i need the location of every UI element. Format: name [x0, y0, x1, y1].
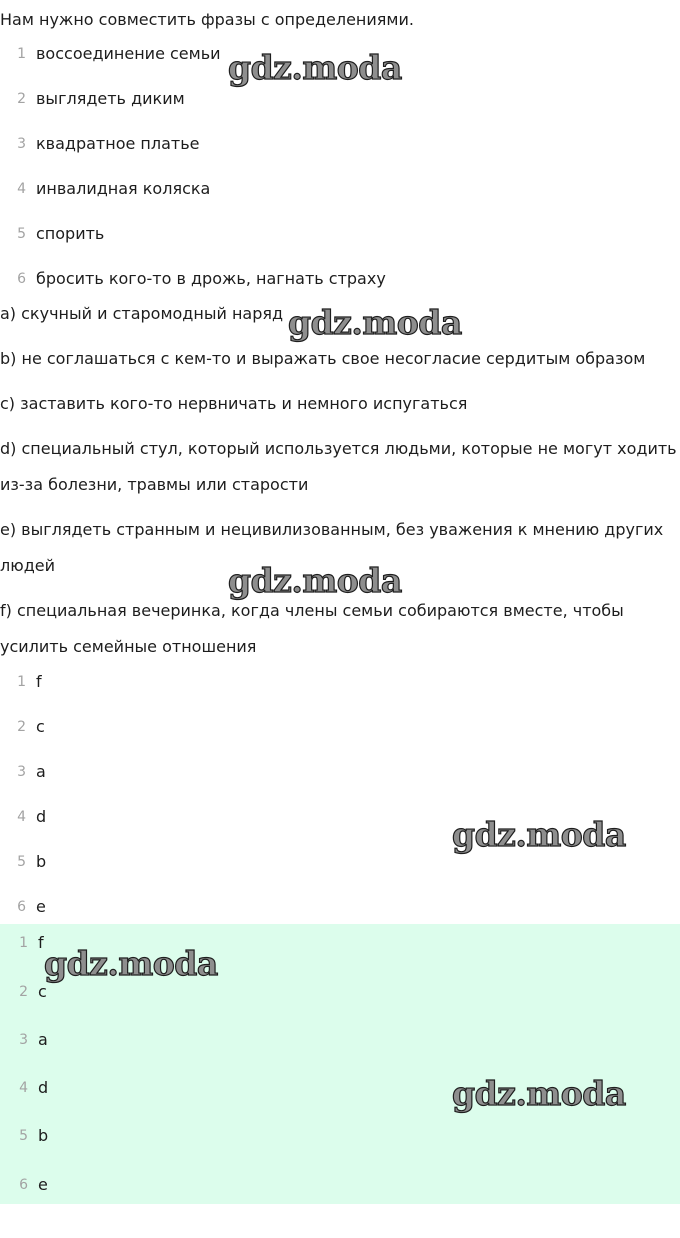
phrase-text: бросить кого-то в дрожь, нагнать страху — [36, 269, 386, 288]
item-number: 2 — [17, 719, 26, 735]
definition-item: c) заставить кого-то нервничать и немного испугаться — [0, 394, 468, 413]
item-number: 6 — [17, 271, 26, 287]
item-number: 5 — [19, 1128, 28, 1144]
intro-text: Нам нужно совместить фразы с определениями. — [0, 10, 414, 29]
answer-letter: d — [36, 807, 47, 826]
answer-letter: e — [36, 897, 46, 916]
item-number: 5 — [17, 226, 26, 242]
item-number: 1 — [17, 674, 26, 690]
answer-letter: c — [38, 982, 47, 1001]
item-number: 1 — [17, 46, 26, 62]
definition-item: f) специальная вечеринка, когда члены семьи собираются вместе, чтобы усилить семейные отношения — [0, 601, 624, 656]
item-number: 2 — [19, 984, 28, 1000]
item-number: 4 — [19, 1080, 28, 1096]
answer-letter: b — [36, 852, 47, 871]
phrase-text: инвалидная коляска — [36, 179, 211, 198]
phrase-text: квадратное платье — [36, 134, 200, 153]
definition-item: b) не соглашаться с кем-то и выражать свое несогласие сердитым образом — [0, 349, 646, 368]
item-number: 6 — [19, 1177, 28, 1193]
watermark: gdz.moda — [228, 561, 402, 600]
answer-letter: a — [36, 762, 46, 781]
definition-item: d) специальный стул, который используется людьми, которые не могут ходить из-за болезни, травмы или старости — [0, 439, 677, 494]
watermark: gdz.moda — [228, 48, 402, 87]
item-number: 5 — [17, 854, 26, 870]
watermark: gdz.moda — [44, 944, 218, 983]
item-number: 6 — [17, 899, 26, 915]
item-number: 3 — [17, 136, 26, 152]
answer-letter: f — [36, 672, 42, 691]
item-number: 2 — [17, 91, 26, 107]
answer-letter: b — [38, 1126, 49, 1145]
answer-letter: c — [36, 717, 45, 736]
item-number: 3 — [19, 1032, 28, 1048]
answer-letter: f — [38, 933, 44, 952]
answer-letter: a — [38, 1030, 48, 1049]
definition-item: e) выглядеть странным и нецивилизованным, без уважения к мнению других людей — [0, 520, 664, 575]
answer-letter: e — [38, 1175, 48, 1194]
item-number: 1 — [19, 935, 28, 951]
item-number: 4 — [17, 809, 26, 825]
answer-box — [0, 924, 680, 1204]
phrase-text: выглядеть диким — [36, 89, 185, 108]
item-number: 3 — [17, 764, 26, 780]
item-number: 4 — [17, 181, 26, 197]
watermark: gdz.moda — [288, 303, 462, 342]
answer-letter: d — [38, 1078, 49, 1097]
definition-item: a) скучный и старомодный наряд — [0, 304, 284, 323]
watermark: gdz.moda — [452, 1074, 626, 1113]
watermark: gdz.moda — [452, 815, 626, 854]
phrase-text: спорить — [36, 224, 105, 243]
phrase-text: воссоединение семьи — [36, 44, 221, 63]
